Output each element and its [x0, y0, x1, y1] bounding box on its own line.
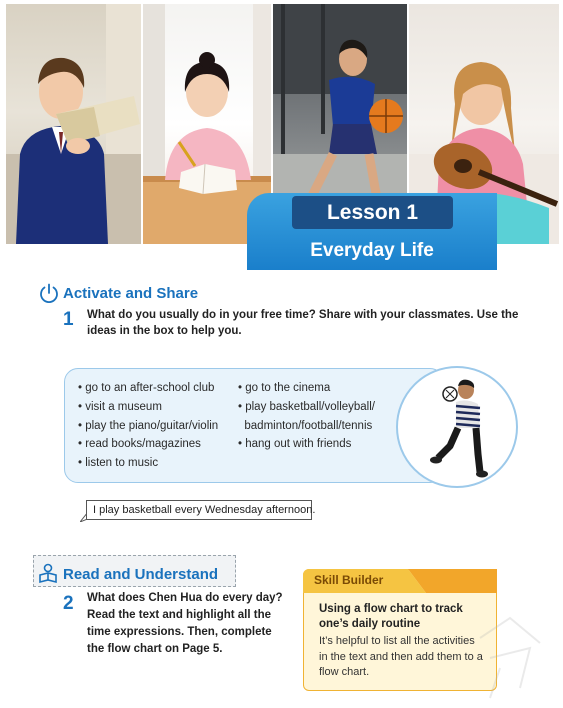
power-icon — [38, 282, 60, 304]
question-line: What do you usually do in your free time? Share with your classmates. Use the — [87, 309, 519, 321]
idea-item: • go to the cinema — [238, 382, 331, 394]
ideas-list-left — [78, 379, 218, 473]
idea-item: • hang out with friends — [238, 438, 352, 451]
question-line: time expressions. Then, complete — [87, 626, 272, 638]
question-text — [87, 307, 518, 339]
skill-builder-title: Skill Builder — [314, 573, 384, 587]
ideas-list-right — [238, 379, 375, 454]
skill-body-line: It’s helpful to list all the activities — [319, 635, 475, 647]
idea-item: badminton/football/tennis — [238, 419, 373, 432]
skill-body-line: in the text and then add them to a — [319, 650, 483, 663]
question-line: ideas in the box to help you. — [87, 325, 242, 337]
section-heading-label: Read and Understand — [63, 565, 219, 583]
question-line: Read the text and highlight all the — [87, 609, 272, 621]
question-text — [87, 590, 283, 658]
idea-item: • go to an after-school club — [78, 382, 215, 394]
question-line: the flow chart on Page 5. — [87, 643, 223, 655]
idea-item: • play basketball/volleyball/ — [238, 400, 375, 413]
boy-football-illustration — [398, 368, 516, 486]
skill-builder-heading — [319, 602, 489, 632]
idea-item: • play the piano/guitar/violin — [78, 419, 219, 432]
watermark — [470, 608, 550, 703]
section-heading-label: Activate and Share — [63, 284, 199, 302]
section-heading-read — [36, 563, 218, 585]
skill-builder-stripe — [408, 569, 497, 593]
lesson-subtitle: Everyday Life — [310, 240, 434, 261]
idea-item: • visit a museum — [78, 400, 162, 413]
skill-body-line: flow chart. — [319, 666, 370, 678]
skill-heading-line: one’s daily routine — [319, 618, 421, 630]
idea-item: • listen to music — [78, 457, 159, 470]
photo-boy-reading — [6, 4, 141, 244]
idea-item: • read books/magazines — [78, 438, 201, 451]
example-speech-bubble: I play basketball every Wednesday afternoon. — [86, 500, 312, 520]
illustration-circle — [396, 366, 518, 488]
skill-heading-line: Using a flow chart to track — [319, 603, 463, 615]
skill-builder-body — [319, 634, 491, 681]
question-number: 2 — [63, 593, 74, 614]
question-line: What does Chen Hua do every day? — [87, 592, 283, 604]
question-number: 1 — [63, 309, 74, 330]
section-heading-activate — [38, 282, 198, 304]
lesson-title: Lesson 1 — [292, 196, 453, 229]
reading-person-icon — [36, 563, 60, 585]
